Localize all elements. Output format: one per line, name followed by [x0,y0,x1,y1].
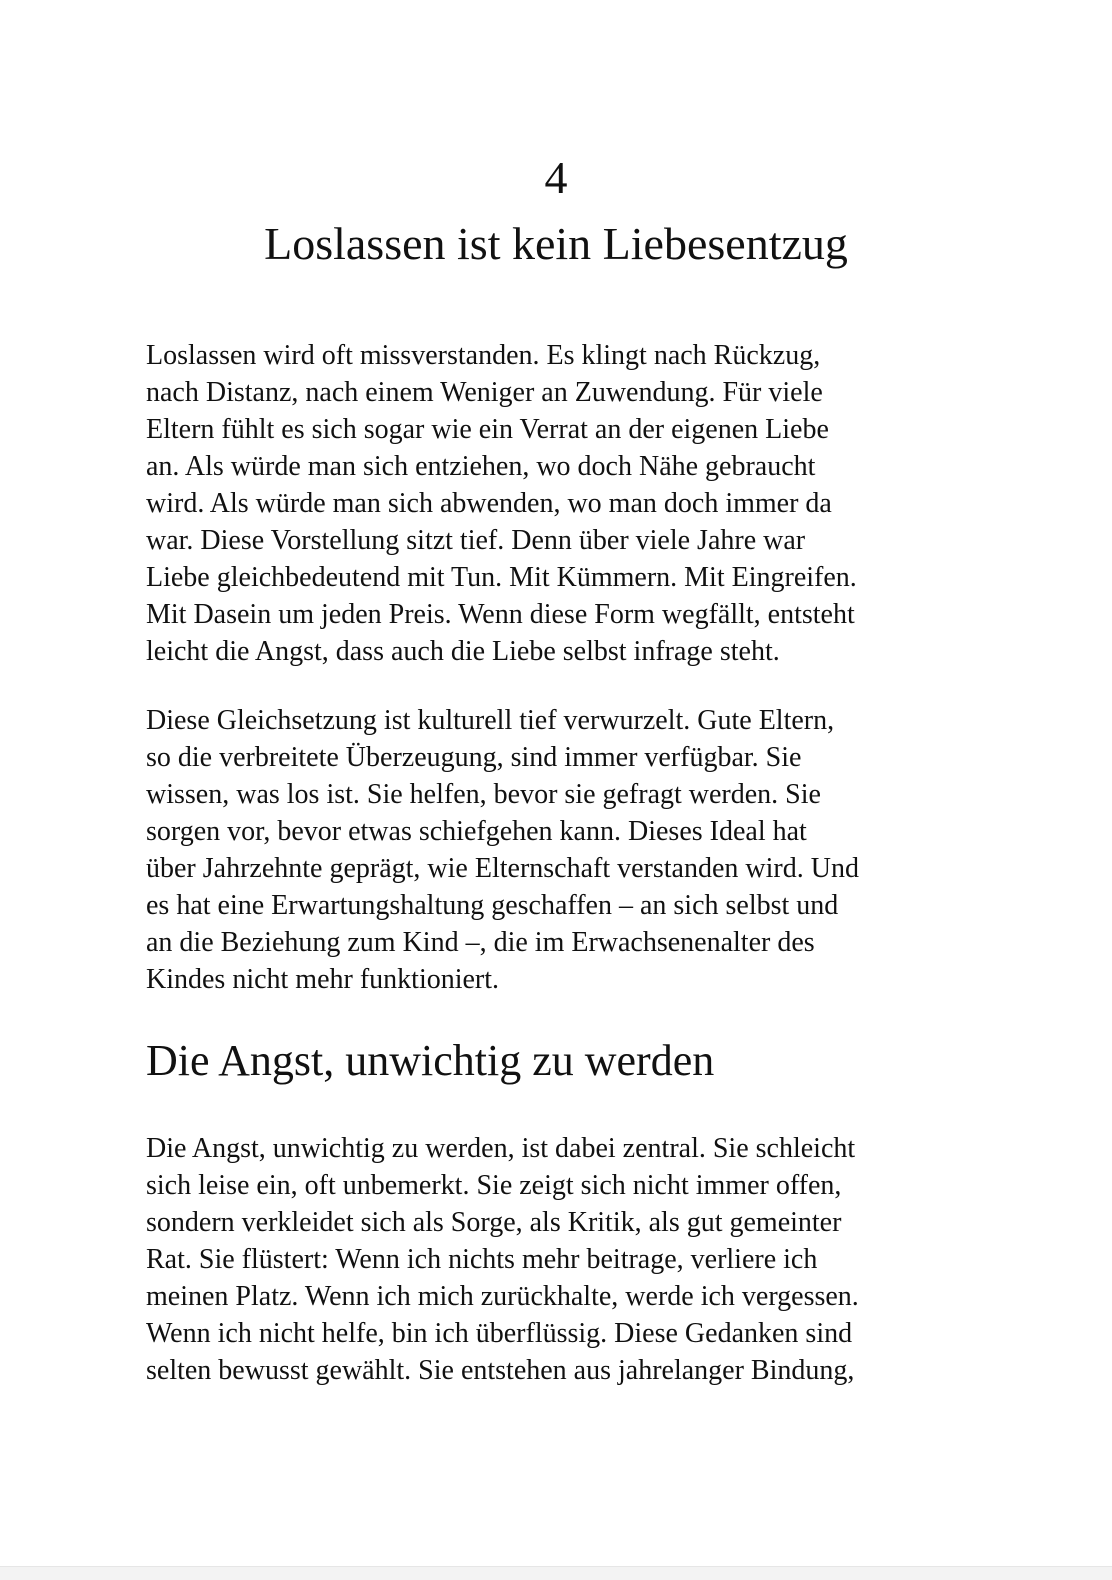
paragraph-line: Rat. Sie flüstert: Wenn ich nichts mehr beitrage, verliere ich [146,1244,818,1275]
paragraph-3 [146,1130,976,1389]
paragraph-line: an. Als würde man sich entziehen, wo doch Nähe gebraucht [146,451,816,482]
paragraph-line: meinen Platz. Wenn ich mich zurückhalte, werde ich vergessen. [146,1281,859,1312]
paragraph-line: Mit Dasein um jeden Preis. Wenn diese Form wegfällt, entsteht [146,599,855,630]
paragraph-line: war. Diese Vorstellung sitzt tief. Denn über viele Jahre war [146,525,806,556]
paragraph-line: nach Distanz, nach einem Weniger an Zuwendung. Für viele [146,377,823,408]
paragraph-line: wissen, was los ist. Sie helfen, bevor sie gefragt werden. Sie [146,779,821,810]
paragraph-line: Die Angst, unwichtig zu werden, ist dabei zentral. Sie schleicht [146,1133,856,1164]
chapter-number: 4 [544,152,568,203]
paragraph-line: selten bewusst gewählt. Sie entstehen aus jahrelanger Bindung, [146,1355,855,1386]
paragraph-line: Loslassen wird oft missverstanden. Es klingt nach Rückzug, [146,340,821,371]
paragraph-line: über Jahrzehnte geprägt, wie Elternschaft verstanden wird. Und [146,853,859,884]
paragraph-line: sich leise ein, oft unbemerkt. Sie zeigt sich nicht immer offen, [146,1170,842,1201]
chapter-title: Loslassen ist kein Liebesentzug [264,218,848,269]
paragraph-2 [146,702,976,998]
paragraph-line: Liebe gleichbedeutend mit Tun. Mit Kümmern. Mit Eingreifen. [146,562,857,593]
paragraph-line: an die Beziehung zum Kind –, die im Erwachsenenalter des [146,927,815,958]
paragraph-line: leicht die Angst, dass auch die Liebe selbst infrage steht. [146,636,780,667]
paragraph-line: Diese Gleichsetzung ist kulturell tief verwurzelt. Gute Eltern, [146,705,835,736]
paragraph-line: Kindes nicht mehr funktioniert. [146,964,500,995]
paragraph-line: sondern verkleidet sich als Sorge, als Kritik, als gut gemeinter [146,1207,842,1238]
paragraph-line: sorgen vor, bevor etwas schiefgehen kann. Dieses Ideal hat [146,816,807,847]
page-bottom-edge [0,1566,1112,1580]
paragraph-line: es hat eine Erwartungshaltung geschaffen – an sich selbst und [146,890,839,921]
paragraph-line: so die verbreitete Überzeugung, sind immer verfügbar. Sie [146,742,802,773]
paragraph-1 [146,337,976,670]
paragraph-line: Wenn ich nicht helfe, bin ich überflüssig. Diese Gedanken sind [146,1318,853,1349]
section-heading: Die Angst, unwichtig zu werden [146,1036,715,1085]
paragraph-line: Eltern fühlt es sich sogar wie ein Verrat an der eigenen Liebe [146,414,829,445]
paragraph-line: wird. Als würde man sich abwenden, wo man doch immer da [146,488,832,519]
